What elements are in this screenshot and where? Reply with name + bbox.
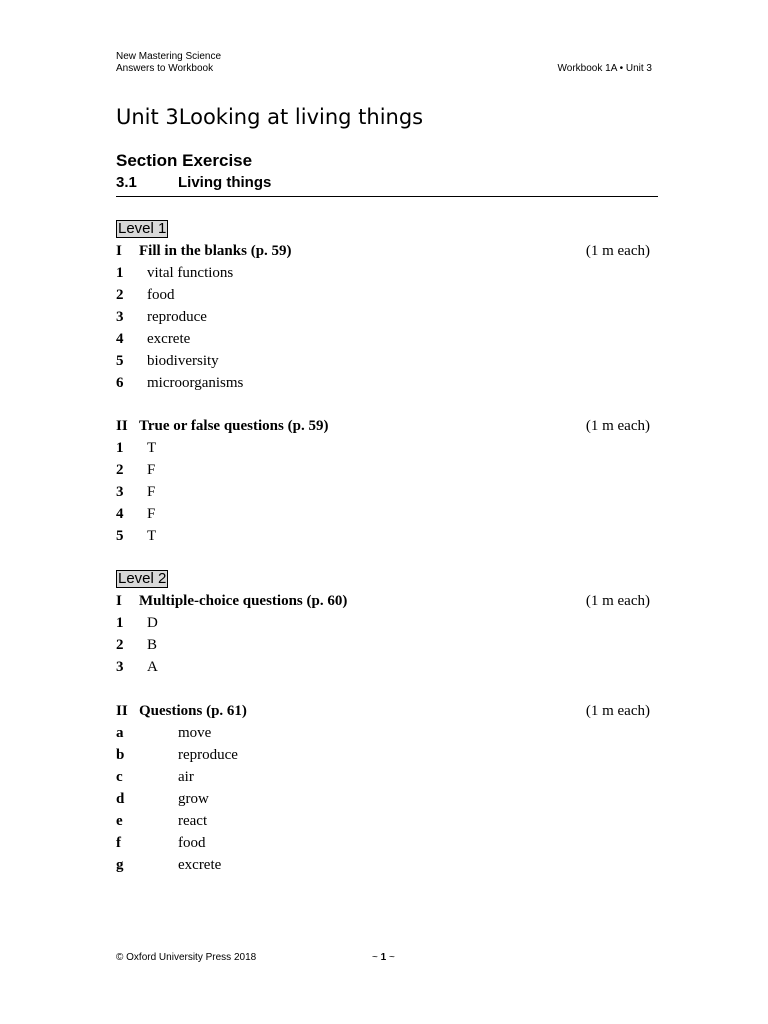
page-number-suffix: ~ bbox=[386, 952, 395, 963]
question-title: Fill in the blanks (p. 59) bbox=[139, 243, 292, 259]
answer-text: food bbox=[147, 287, 175, 303]
answer-number: 3 bbox=[116, 659, 124, 675]
footer-copyright: © Oxford University Press 2018 bbox=[116, 952, 257, 963]
answer-text: react bbox=[178, 813, 208, 829]
answer-text: microorganisms bbox=[147, 375, 244, 391]
answer-number: 1 bbox=[116, 615, 124, 631]
header-left bbox=[116, 51, 221, 75]
answer-number: 6 bbox=[116, 375, 124, 391]
answer-text: D bbox=[147, 615, 158, 631]
answer-text: air bbox=[178, 769, 194, 785]
roman-numeral: I bbox=[116, 243, 122, 259]
answer-text: F bbox=[147, 484, 156, 500]
answer-text: F bbox=[147, 506, 156, 522]
roman-numeral: II bbox=[116, 703, 128, 719]
header-workbook-unit: Workbook 1A • Unit 3 bbox=[557, 63, 652, 74]
section-title: Section Exercise bbox=[116, 151, 253, 170]
answer-text: move bbox=[178, 725, 212, 741]
answer-number: 4 bbox=[116, 331, 124, 347]
answer-text: reproduce bbox=[178, 747, 238, 763]
answer-letter: f bbox=[116, 835, 121, 851]
answer-letter: a bbox=[116, 725, 124, 741]
answer-letter: e bbox=[116, 813, 123, 829]
answer-number: 1 bbox=[116, 440, 124, 456]
answer-text: F bbox=[147, 462, 156, 478]
question-heading-questions bbox=[116, 701, 650, 721]
question-title: True or false questions (p. 59) bbox=[139, 418, 329, 434]
footer-page-number bbox=[372, 952, 395, 964]
page-number: 1 bbox=[380, 952, 387, 963]
answer-text: excrete bbox=[147, 331, 191, 347]
answer-number: 1 bbox=[116, 265, 124, 281]
question-title: Questions (p. 61) bbox=[139, 703, 247, 719]
marks-label: (1 m each) bbox=[585, 243, 650, 259]
roman-numeral: I bbox=[116, 593, 122, 609]
answer-text: A bbox=[147, 659, 158, 675]
header-subtitle: Answers to Workbook bbox=[116, 63, 214, 74]
marks-label: (1 m each) bbox=[585, 703, 650, 719]
answer-letter: d bbox=[116, 791, 125, 807]
answer-letter: g bbox=[116, 857, 124, 873]
level-2-badge: Level 2 bbox=[118, 570, 167, 587]
answer-text: excrete bbox=[178, 857, 222, 873]
answer-text: B bbox=[147, 637, 158, 653]
answer-text: T bbox=[147, 440, 157, 456]
roman-numeral: II bbox=[116, 418, 128, 434]
question-heading-true-false bbox=[116, 416, 650, 436]
marks-label: (1 m each) bbox=[585, 418, 650, 434]
answer-letter: b bbox=[116, 747, 125, 763]
answer-text: T bbox=[147, 528, 157, 544]
answer-number: 3 bbox=[116, 484, 124, 500]
answer-number: 2 bbox=[116, 287, 124, 303]
header-book-title: New Mastering Science bbox=[116, 51, 222, 62]
answer-number: 2 bbox=[116, 637, 124, 653]
answer-number: 3 bbox=[116, 309, 124, 325]
subsection-number: 3.1 bbox=[116, 174, 137, 191]
answer-letter: c bbox=[116, 769, 123, 785]
subsection-name: Living things bbox=[178, 174, 272, 191]
answer-number: 5 bbox=[116, 353, 124, 369]
answer-text: food bbox=[178, 835, 206, 851]
page-number-prefix: ~ bbox=[372, 952, 381, 963]
question-heading-fill-in-blanks bbox=[116, 241, 650, 261]
unit-title: Unit 3Looking at living things bbox=[116, 105, 424, 129]
answer-number: 5 bbox=[116, 528, 124, 544]
level-1-badge: Level 1 bbox=[118, 220, 167, 237]
answer-number: 2 bbox=[116, 462, 124, 478]
answer-text: grow bbox=[178, 791, 209, 807]
question-heading-multiple-choice bbox=[116, 591, 650, 611]
marks-label: (1 m each) bbox=[585, 593, 650, 609]
answer-text: biodiversity bbox=[147, 353, 219, 369]
question-title: Multiple-choice questions (p. 60) bbox=[139, 593, 348, 609]
subsection-heading bbox=[116, 174, 658, 197]
answer-text: reproduce bbox=[147, 309, 207, 325]
answer-text: vital functions bbox=[147, 265, 234, 281]
answer-number: 4 bbox=[116, 506, 124, 522]
